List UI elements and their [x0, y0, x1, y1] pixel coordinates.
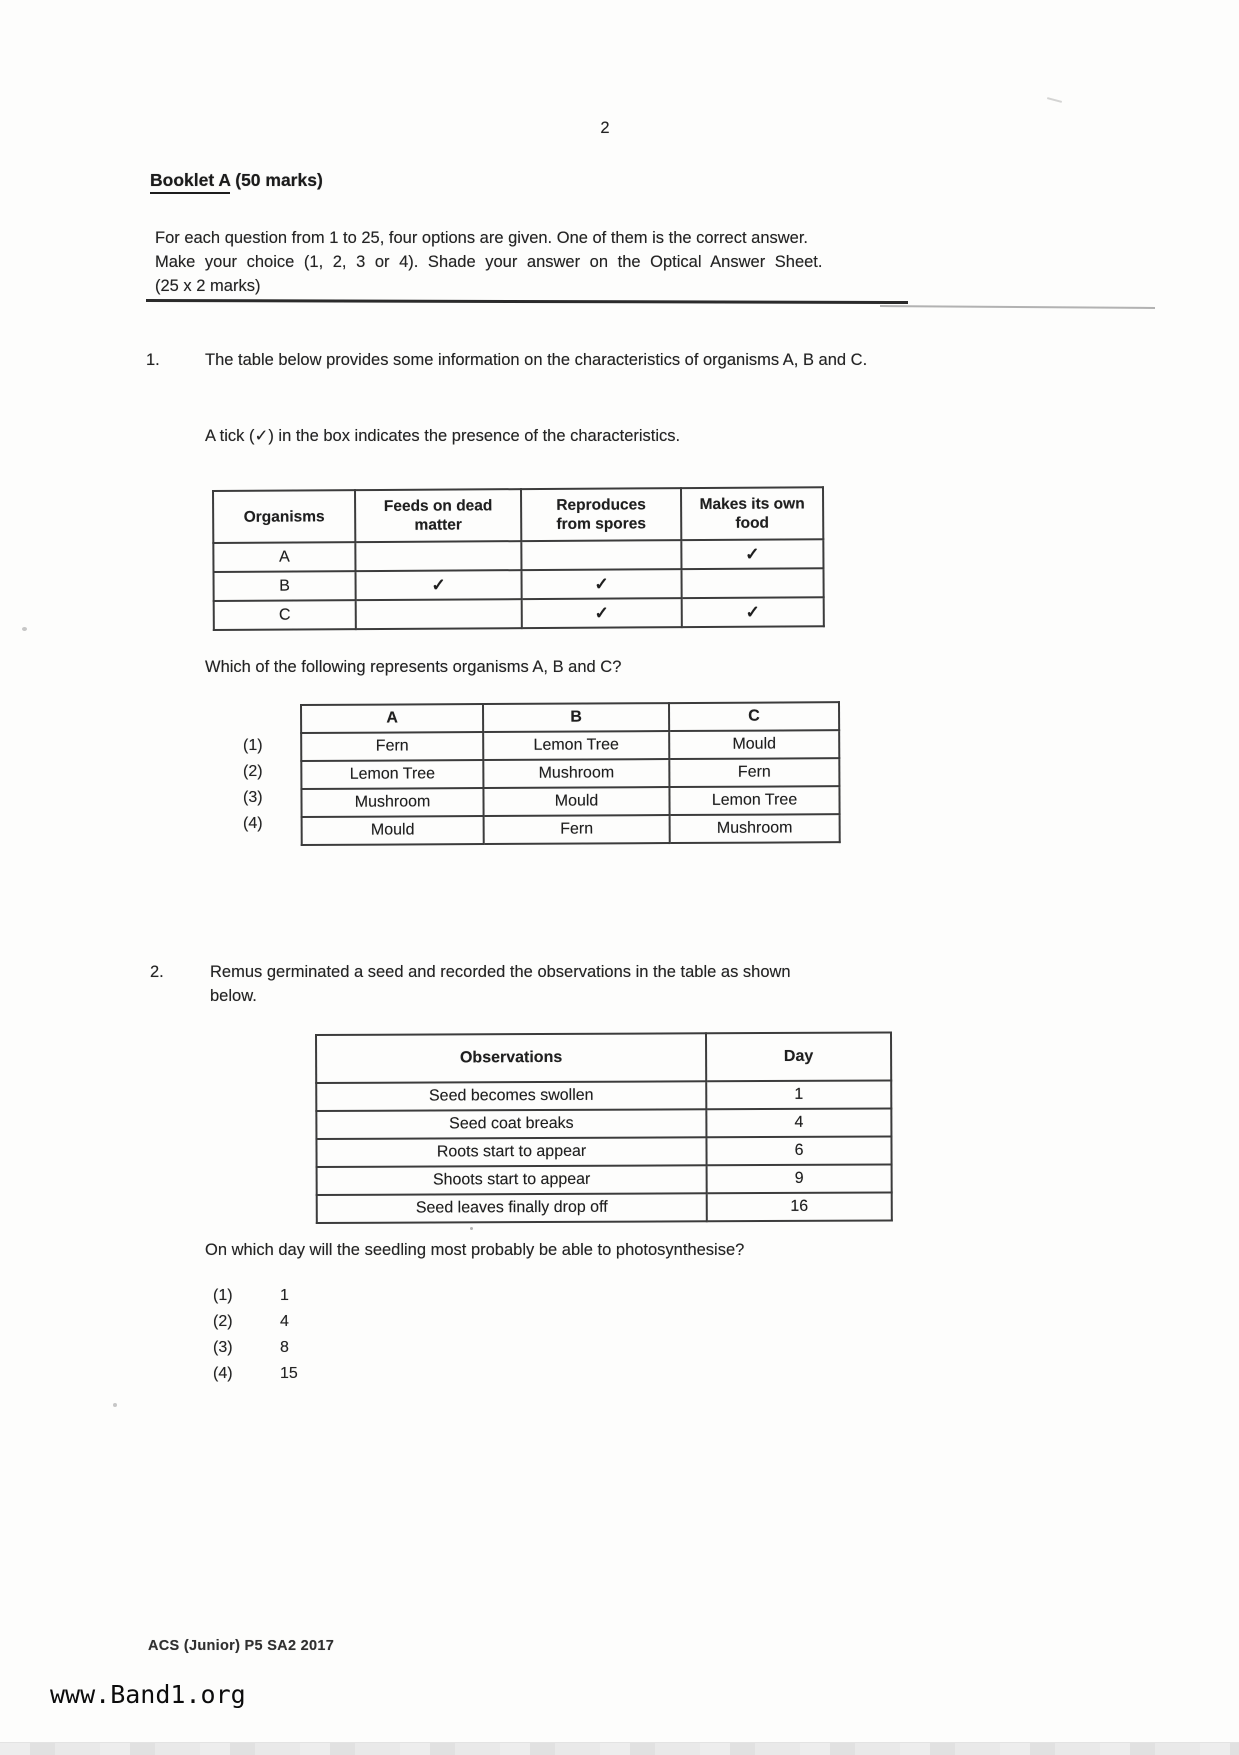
footer-paper-code: ACS (Junior) P5 SA2 2017 — [148, 1638, 335, 1654]
page-number: 2 — [600, 119, 610, 137]
booklet-heading-underlined: Booklet A — [150, 170, 230, 194]
instructions-underline — [146, 299, 908, 304]
scan-speck — [22, 627, 27, 631]
table-row — [316, 1080, 891, 1111]
table-row — [301, 730, 839, 761]
option-cell: Fern — [484, 815, 670, 844]
watermark-url: www.Band1.org — [50, 1680, 246, 1709]
option-cell: Mushroom — [483, 759, 669, 788]
tick-cell: ✓ — [521, 569, 681, 599]
booklet-heading — [150, 170, 323, 191]
scan-dash — [1047, 97, 1062, 103]
q2-option-value-2: 4 — [280, 1313, 289, 1330]
tick-cell — [355, 541, 521, 571]
bottom-scan-strip — [0, 1742, 1239, 1755]
table-row — [302, 814, 840, 845]
day-cell: 9 — [707, 1164, 892, 1193]
col-header-day: Day — [706, 1032, 891, 1081]
characteristics-table — [212, 486, 825, 631]
option-cell: Lemon Tree — [483, 731, 669, 760]
q2-question: On which day will the seedling most probably be able to photosynthesise? — [205, 1241, 745, 1259]
option-cell: Mould — [483, 787, 669, 816]
day-cell: 16 — [707, 1192, 892, 1221]
q2-number: 2. — [150, 963, 164, 981]
col-header-b: B — [483, 703, 669, 732]
table-row — [301, 786, 839, 817]
observation-cell: Shoots start to appear — [317, 1165, 707, 1195]
option-cell: Mushroom — [670, 814, 840, 843]
col-header-observations: Observations — [316, 1033, 706, 1083]
q2-option-value-4: 15 — [280, 1365, 298, 1382]
tick-cell: ✓ — [355, 570, 521, 600]
q2-option-value-1: 1 — [280, 1287, 289, 1304]
instructions-line-1: For each question from 1 to 25, four options are given. One of them is the correct answer. — [155, 229, 809, 247]
observation-cell: Seed coat breaks — [316, 1109, 706, 1139]
col-header-feeds: Feeds on dead matter — [355, 489, 521, 542]
organism-label: A — [213, 542, 355, 572]
scan-speck — [470, 1227, 473, 1230]
table-row — [317, 1164, 892, 1195]
tick-cell: ✓ — [682, 597, 824, 627]
q1-number: 1. — [146, 351, 160, 369]
option-cell: Lemon Tree — [669, 786, 839, 815]
q2-text: Remus germinated a seed and recorded the observations in the table as shown below. — [210, 963, 791, 1005]
option-cell: Mould — [302, 816, 484, 845]
col-header-spores: Reproduces from spores — [521, 488, 681, 541]
q2-option-num-4: (4) — [213, 1365, 233, 1382]
table-row — [316, 1136, 891, 1167]
tick-cell — [681, 568, 823, 598]
table-row — [317, 1192, 892, 1223]
instructions-line-2: Make your choice (1, 2, 3 or 4). Shade your answer on the Optical Answer Sheet. — [155, 253, 823, 271]
organism-label: B — [214, 571, 356, 601]
q2-option-num-2: (2) — [213, 1313, 233, 1330]
characteristics-header-row — [213, 487, 823, 543]
observation-cell: Seed becomes swollen — [316, 1081, 706, 1111]
option-cell: Mushroom — [301, 788, 483, 817]
q1-option-num-1: (1) — [243, 737, 263, 754]
q1-option-num-4: (4) — [243, 815, 263, 832]
tick-cell: ✓ — [681, 539, 823, 569]
day-cell: 1 — [706, 1080, 891, 1109]
observation-cell: Seed leaves finally drop off — [317, 1193, 707, 1223]
col-header-a: A — [301, 704, 483, 733]
booklet-heading-marks: (50 marks) — [230, 170, 323, 190]
scan-speck — [113, 1403, 117, 1407]
options-header-row — [301, 702, 839, 733]
day-cell: 6 — [706, 1136, 891, 1165]
option-cell: Mould — [669, 730, 839, 759]
q1-option-num-3: (3) — [243, 789, 263, 806]
instructions-underline-tail — [880, 305, 1155, 309]
option-cell: Fern — [301, 732, 483, 761]
organism-label: C — [214, 600, 356, 630]
q2-option-num-3: (3) — [213, 1339, 233, 1356]
q2-option-value-3: 8 — [280, 1339, 289, 1356]
table-row — [301, 758, 839, 789]
table-row — [214, 597, 824, 630]
observations-table — [315, 1031, 893, 1224]
options-table — [300, 701, 841, 846]
table-row — [316, 1108, 891, 1139]
col-header-organisms: Organisms — [213, 490, 355, 543]
option-cell: Fern — [669, 758, 839, 787]
table-row — [213, 539, 823, 572]
option-cell: Lemon Tree — [301, 760, 483, 789]
tick-cell: ✓ — [522, 598, 682, 628]
tick-cell — [521, 540, 681, 570]
col-header-c: C — [669, 702, 839, 731]
instructions-line-3: (25 x 2 marks) — [155, 277, 261, 295]
q1-option-num-2: (2) — [243, 763, 263, 780]
q1-tick-note: A tick (✓) in the box indicates the presence of the characteristics. — [205, 427, 681, 445]
q1-text: The table below provides some information on the characteristics of organisms A, B and C. — [205, 351, 868, 369]
table-row — [214, 568, 824, 601]
q2-option-num-1: (1) — [213, 1287, 233, 1304]
instructions-block — [155, 226, 940, 298]
day-cell: 4 — [706, 1108, 891, 1137]
observation-cell: Roots start to appear — [316, 1137, 706, 1167]
q1-question: Which of the following represents organisms A, B and C? — [205, 658, 622, 676]
col-header-food: Makes its own food — [681, 487, 823, 540]
tick-cell — [356, 599, 522, 629]
observations-header-row — [316, 1032, 891, 1083]
